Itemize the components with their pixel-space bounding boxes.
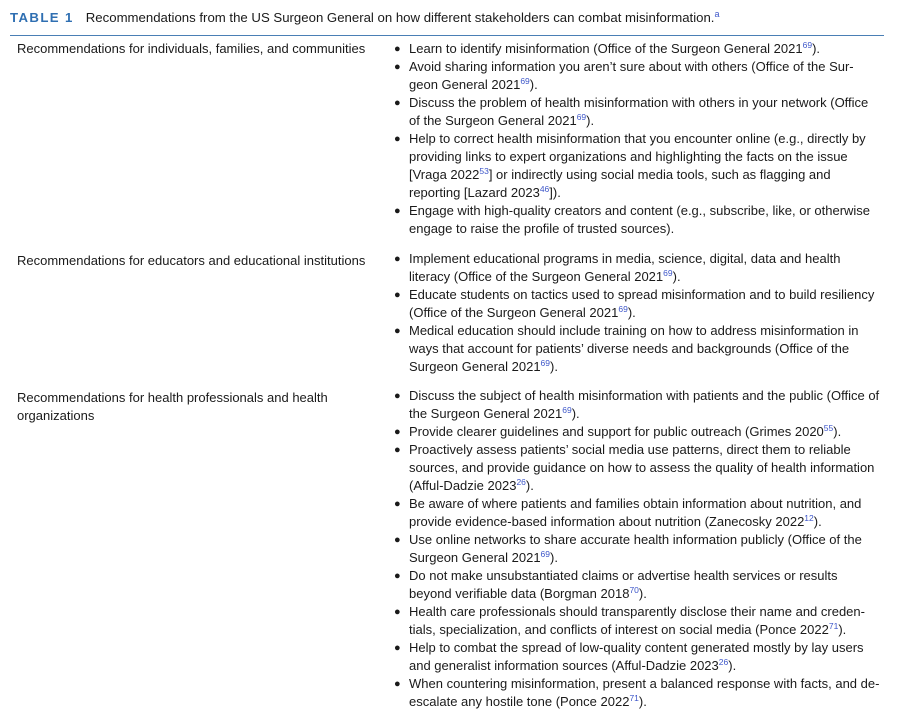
item-text: Provide clearer guidelines and support for public outreach (Grimes 2020	[409, 424, 824, 439]
item-text: Educate students on tactics used to spread misinformation and to build resiliency (Office of the Surgeon General 2021	[409, 287, 875, 320]
row-heading: Recommendations for health professionals and health organizations	[17, 390, 328, 423]
item-tail: ).	[571, 406, 580, 421]
caption-text: Recommendations from the US Surgeon General on how different stakeholders can combat misinformation.	[85, 10, 715, 25]
item-tail: ).	[550, 359, 558, 374]
bullet-icon: ●	[394, 253, 401, 265]
table-row	[0, 250, 904, 387]
item-text: Use online networks to share accurate health information publicly (Office of the Surgeon General 2021	[409, 532, 862, 565]
table-label: TABLE 1	[10, 10, 74, 25]
list-item	[394, 58, 881, 94]
row-heading: Recommendations for educators and educational institutions	[17, 253, 366, 268]
item-tail: ).	[627, 305, 636, 320]
item-text: Learn to identify misinformation (Office of the Surgeon General 2021	[409, 41, 803, 56]
table-row	[0, 38, 904, 250]
item-text: Discuss the problem of health misinformation with others in your network (Office of the Surgeon General 2021	[409, 95, 869, 128]
item-tail: ).	[728, 658, 737, 673]
item-text: Avoid sharing information you aren’t sure about with others (Office of the Sur-geon General 2021	[409, 59, 854, 92]
citation-link[interactable]: 69	[618, 304, 628, 314]
bullet-icon: ●	[394, 534, 401, 546]
table-caption	[10, 7, 890, 29]
citation-link[interactable]: 53	[479, 166, 489, 176]
item-tail: ).	[586, 113, 595, 128]
item-text: Implement educational programs in media, science, digital, data and health literacy (Office of the Surgeon General 2021	[409, 251, 841, 284]
item-text: Be aware of where patients and families obtain information about nutrition, and provide evidence-based information about nutrition (Zanecosky 2022	[409, 496, 862, 529]
item-text: Do not make unsubstantiated claims or advertise health services or results beyond verifiable data (Borgman 2018	[409, 568, 838, 601]
list-item	[394, 130, 881, 202]
list-item	[394, 40, 881, 58]
citation-link[interactable]: 26	[516, 477, 526, 487]
bullet-icon: ●	[394, 678, 401, 690]
item-tail: ).	[813, 514, 822, 529]
bullet-icon: ●	[394, 606, 401, 618]
table-row	[0, 387, 904, 711]
citation-link[interactable]: 55	[823, 423, 834, 433]
item-tail: ).	[638, 694, 647, 709]
item-tail: ).	[812, 41, 821, 56]
bullet-icon: ●	[394, 43, 401, 55]
citation-link[interactable]: 69	[520, 76, 530, 86]
bullet-icon: ●	[394, 444, 401, 456]
item-text: Health care professionals should transparently disclose their name and creden-tials, specialization, and conflicts of interest on social media (Ponce 2022	[409, 604, 865, 637]
list-item	[394, 202, 881, 238]
table-body	[0, 38, 904, 711]
item-tail: ).	[833, 424, 842, 439]
caption-footnote-mark[interactable]: a	[714, 9, 720, 19]
bullet-icon: ●	[394, 61, 401, 73]
list-item	[394, 675, 881, 711]
item-text: Discuss the subject of health misinformation with patients and the public (Office of the Surgeon General 2021	[409, 388, 880, 421]
list-item	[394, 567, 881, 603]
item-tail: ).	[525, 478, 534, 493]
list-item	[394, 423, 881, 441]
item-tail: ).	[638, 586, 647, 601]
citation-link[interactable]: 12	[804, 513, 814, 523]
bullet-icon: ●	[394, 498, 401, 510]
citation-link[interactable]: 70	[629, 585, 639, 595]
recommendation-list	[394, 250, 881, 376]
bullet-icon: ●	[394, 325, 401, 337]
citation-link[interactable]: 26	[718, 657, 729, 667]
bullet-icon: ●	[394, 205, 401, 217]
item-tail: ).	[550, 550, 558, 565]
item-text: Medical education should include training on how to address misinformation in ways that account for patients’ diverse needs and backgrounds (Office of the Surgeon General 2021	[409, 323, 859, 374]
list-item	[394, 322, 881, 376]
citation-link[interactable]: 69	[802, 40, 813, 50]
item-text: ] or indirectly using social media tools, such as flagging and reporting [Lazard 2023	[409, 167, 831, 200]
bullet-icon: ●	[394, 133, 401, 145]
bullet-icon: ●	[394, 289, 401, 301]
citation-link[interactable]: 71	[629, 693, 639, 703]
list-item	[394, 441, 881, 495]
list-item	[394, 387, 881, 423]
bullet-icon: ●	[394, 642, 401, 654]
citation-link[interactable]: 69	[540, 358, 551, 368]
item-text: Engage with high-quality creators and content (e.g., subscribe, like, or otherwise engage to raise the profile of trusted sources).	[409, 203, 871, 236]
recommendation-list	[394, 387, 881, 711]
citation-link[interactable]: 69	[540, 549, 551, 559]
bullet-icon: ●	[394, 426, 401, 438]
bullet-icon: ●	[394, 570, 401, 582]
list-item	[394, 531, 881, 567]
list-item	[394, 603, 881, 639]
citation-link[interactable]: 46	[539, 184, 550, 194]
citation-link[interactable]: 69	[562, 405, 572, 415]
item-tail: ).	[838, 622, 847, 637]
item-tail: ]).	[549, 185, 561, 200]
bullet-icon: ●	[394, 97, 401, 109]
list-item	[394, 250, 881, 286]
item-tail: ).	[529, 77, 538, 92]
citation-link[interactable]: 71	[828, 621, 839, 631]
recommendation-list	[394, 40, 881, 238]
citation-link[interactable]: 69	[576, 112, 587, 122]
list-item	[394, 94, 881, 130]
list-item	[394, 495, 881, 531]
item-text: When countering misinformation, present a balanced response with facts, and de-escalate any hostile tone (Ponce 2022	[409, 676, 880, 709]
item-text: Help to combat the spread of low-quality content generated mostly by lay users and generalist information sources (Afful-Dadzie 2023	[409, 640, 864, 673]
citation-link[interactable]: 69	[663, 268, 673, 278]
item-tail: ).	[672, 269, 681, 284]
list-item	[394, 639, 881, 675]
item-text: Proactively assess patients’ social media use patterns, direct them to reliable sources, and provide guidance on how to assess the quality of health information (Afful-Dadzie 2023	[409, 442, 875, 493]
bullet-icon: ●	[394, 390, 401, 402]
table-top-rule	[10, 35, 884, 36]
row-heading: Recommendations for individuals, families, and communities	[17, 41, 366, 56]
item-text: Help to correct health misinformation that you encounter online (e.g., directly by providing links to expert organizations and highlighting the facts on the issue [Vraga 2022	[409, 131, 866, 182]
list-item	[394, 286, 881, 322]
